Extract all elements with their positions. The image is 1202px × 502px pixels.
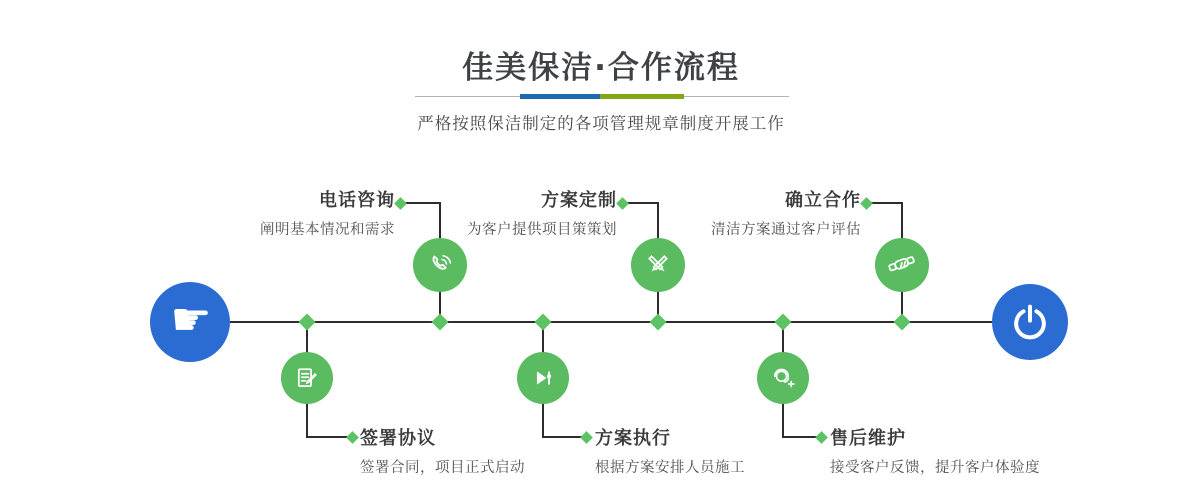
start-node	[150, 282, 230, 362]
label-diamond	[394, 197, 407, 210]
connector-line	[542, 436, 584, 438]
step-title: 售后维护	[830, 428, 906, 449]
crossed-pencils-icon	[643, 250, 673, 280]
timeline-node-diamond	[894, 314, 911, 331]
step-desc: 为客户提供项目策策划	[467, 222, 617, 238]
step-circle-plan	[631, 238, 685, 292]
step-desc: 接受客户反馈，提升客户体验度	[830, 460, 1040, 476]
step-label-aftersale	[830, 424, 1040, 477]
step-label-sign	[360, 424, 525, 477]
label-diamond	[815, 431, 828, 444]
step-desc: 阐明基本情况和需求	[260, 222, 395, 238]
timeline-node-diamond	[299, 314, 316, 331]
step-circle-sign	[281, 352, 333, 404]
pointing-hand-icon: ☛	[170, 292, 212, 346]
headset-plus-icon	[768, 363, 798, 393]
step-desc: 根据方案安排人员施工	[595, 460, 745, 476]
power-icon	[1010, 302, 1050, 342]
step-title: 确立合作	[785, 190, 861, 211]
step-title: 方案执行	[595, 428, 671, 449]
step-circle-aftersale	[757, 352, 809, 404]
divider-blue-segment	[520, 94, 600, 99]
step-circle-phone	[413, 238, 467, 292]
connector-line	[625, 202, 659, 204]
connector-line	[869, 202, 903, 204]
step-title: 方案定制	[541, 190, 617, 211]
label-diamond	[346, 431, 359, 444]
timeline-node-diamond	[650, 314, 667, 331]
label-diamond	[616, 197, 629, 210]
step-label-phone	[260, 186, 395, 239]
handshake-icon	[886, 249, 918, 281]
page-title: 佳美保洁·合作流程	[462, 50, 740, 86]
step-title: 签署协议	[360, 428, 436, 449]
connector-line	[403, 202, 441, 204]
play-slider-icon	[529, 364, 557, 392]
end-node	[992, 284, 1068, 360]
timeline-node-diamond	[432, 314, 449, 331]
connector-line	[782, 436, 818, 438]
connector-line	[306, 436, 348, 438]
step-label-plan	[467, 186, 617, 239]
title-divider	[415, 92, 789, 102]
step-label-execute	[595, 424, 745, 477]
divider-green-segment	[600, 94, 684, 99]
label-diamond	[580, 431, 593, 444]
step-circle-cooperate	[875, 238, 929, 292]
timeline-node-diamond	[775, 314, 792, 331]
timeline-node-diamond	[535, 314, 552, 331]
phone-icon	[425, 250, 455, 280]
label-diamond	[860, 197, 873, 210]
step-title: 电话咨询	[319, 190, 395, 211]
document-edit-icon	[293, 364, 321, 392]
page-subtitle: 严格按照保洁制定的各项管理规章制度开展工作	[417, 114, 785, 133]
step-desc: 清洁方案通过客户评估	[711, 222, 861, 238]
step-circle-execute	[517, 352, 569, 404]
timeline	[230, 321, 992, 323]
step-desc: 签署合同，项目正式启动	[360, 460, 525, 476]
step-label-cooperate	[711, 186, 861, 239]
